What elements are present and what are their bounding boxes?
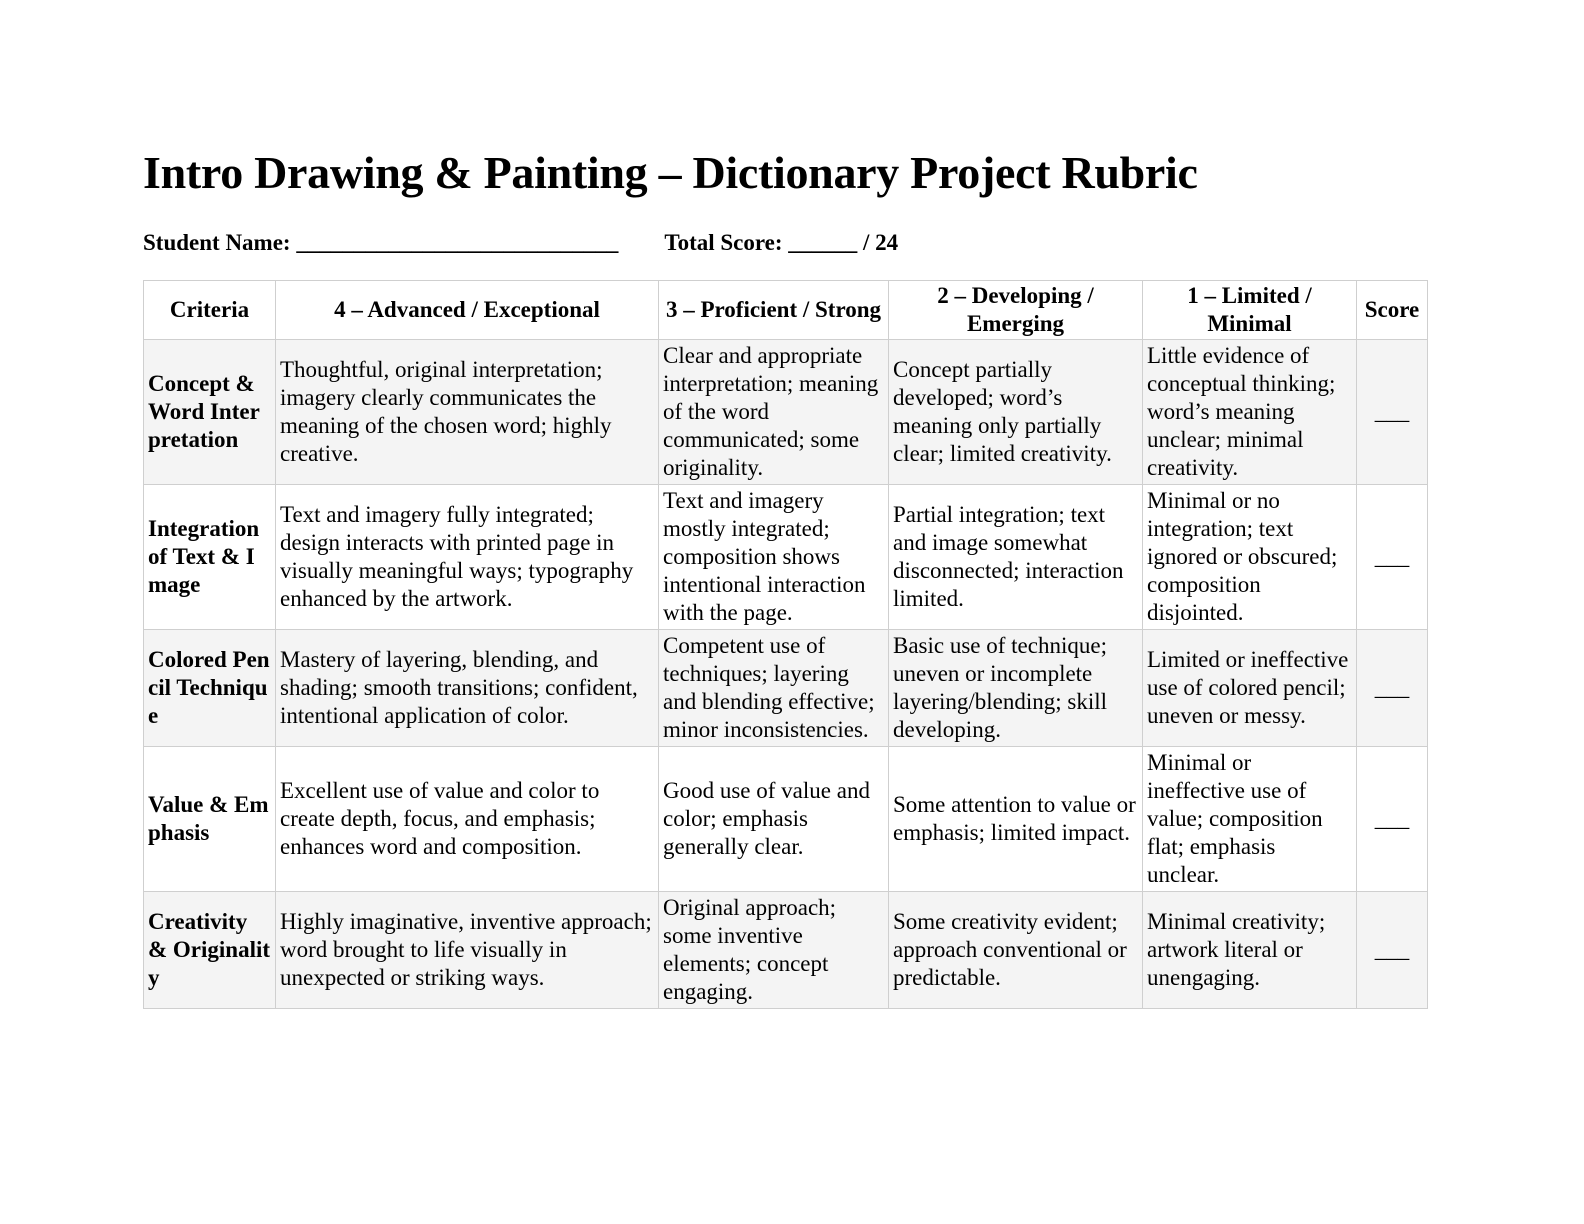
proficient-cell: Text and imagery mostly integrated; composition shows intentional interaction with the page.	[659, 485, 889, 630]
score-cell: ___	[1357, 892, 1428, 1009]
advanced-cell: Text and imagery fully integrated; design interacts with printed page in visually meaningful ways; typography enhanced by the artwork.	[276, 485, 659, 630]
developing-cell: Concept partially developed; word’s meaning only partially clear; limited creativity.	[889, 340, 1143, 485]
score-cell: ___	[1357, 630, 1428, 747]
criteria-cell: Concept & Word Interpretation	[144, 340, 276, 485]
student-name-label: Student Name: ____________________________	[143, 230, 619, 255]
criteria-cell: Value & Emphasis	[144, 747, 276, 892]
header-criteria: Criteria	[144, 281, 276, 340]
advanced-cell: Thoughtful, original interpretation; imagery clearly communicates the meaning of the chosen word; highly creative.	[276, 340, 659, 485]
rubric-page	[143, 140, 1443, 1009]
advanced-cell: Mastery of layering, blending, and shading; smooth transitions; confident, intentional application of color.	[276, 630, 659, 747]
table-row	[144, 485, 1428, 630]
header-row	[144, 281, 1428, 340]
header-limited: 1 – Limited / Minimal	[1143, 281, 1357, 340]
table-row	[144, 340, 1428, 485]
criteria-cell: Creativity & Originality	[144, 892, 276, 1009]
header-score: Score	[1357, 281, 1428, 340]
developing-cell: Some creativity evident; approach conventional or predictable.	[889, 892, 1143, 1009]
proficient-cell: Original approach; some inventive elements; concept engaging.	[659, 892, 889, 1009]
rubric-table	[143, 280, 1428, 1009]
header-proficient: 3 – Proficient / Strong	[659, 281, 889, 340]
table-row	[144, 630, 1428, 747]
document-title: Intro Drawing & Painting – Dictionary Project Rubric	[143, 147, 1198, 198]
header-developing: 2 – Developing / Emerging	[889, 281, 1143, 340]
table-row	[144, 747, 1428, 892]
table-row	[144, 892, 1428, 1009]
advanced-cell: Highly imaginative, inventive approach; word brought to life visually in unexpected or striking ways.	[276, 892, 659, 1009]
total-score-label: Total Score: ______ / 24	[664, 230, 899, 255]
limited-cell: Minimal creativity; artwork literal or unengaging.	[1143, 892, 1357, 1009]
limited-cell: Minimal or ineffective use of value; composition flat; emphasis unclear.	[1143, 747, 1357, 892]
student-info-line	[143, 228, 1443, 258]
limited-cell: Minimal or no integration; text ignored or obscured; composition disjointed.	[1143, 485, 1357, 630]
proficient-cell: Competent use of techniques; layering and blending effective; minor inconsistencies.	[659, 630, 889, 747]
developing-cell: Basic use of technique; uneven or incomplete layering/blending; skill developing.	[889, 630, 1143, 747]
developing-cell: Partial integration; text and image somewhat disconnected; interaction limited.	[889, 485, 1143, 630]
proficient-cell: Good use of value and color; emphasis generally clear.	[659, 747, 889, 892]
limited-cell: Limited or ineffective use of colored pencil; uneven or messy.	[1143, 630, 1357, 747]
developing-cell: Some attention to value or emphasis; limited impact.	[889, 747, 1143, 892]
criteria-cell: Integration of Text & Image	[144, 485, 276, 630]
score-cell: ___	[1357, 340, 1428, 485]
proficient-cell: Clear and appropriate interpretation; meaning of the word communicated; some originality.	[659, 340, 889, 485]
header-advanced: 4 – Advanced / Exceptional	[276, 281, 659, 340]
criteria-cell: Colored Pencil Technique	[144, 630, 276, 747]
score-cell: ___	[1357, 747, 1428, 892]
limited-cell: Little evidence of conceptual thinking; word’s meaning unclear; minimal creativity.	[1143, 340, 1357, 485]
advanced-cell: Excellent use of value and color to create depth, focus, and emphasis; enhances word and composition.	[276, 747, 659, 892]
score-cell: ___	[1357, 485, 1428, 630]
